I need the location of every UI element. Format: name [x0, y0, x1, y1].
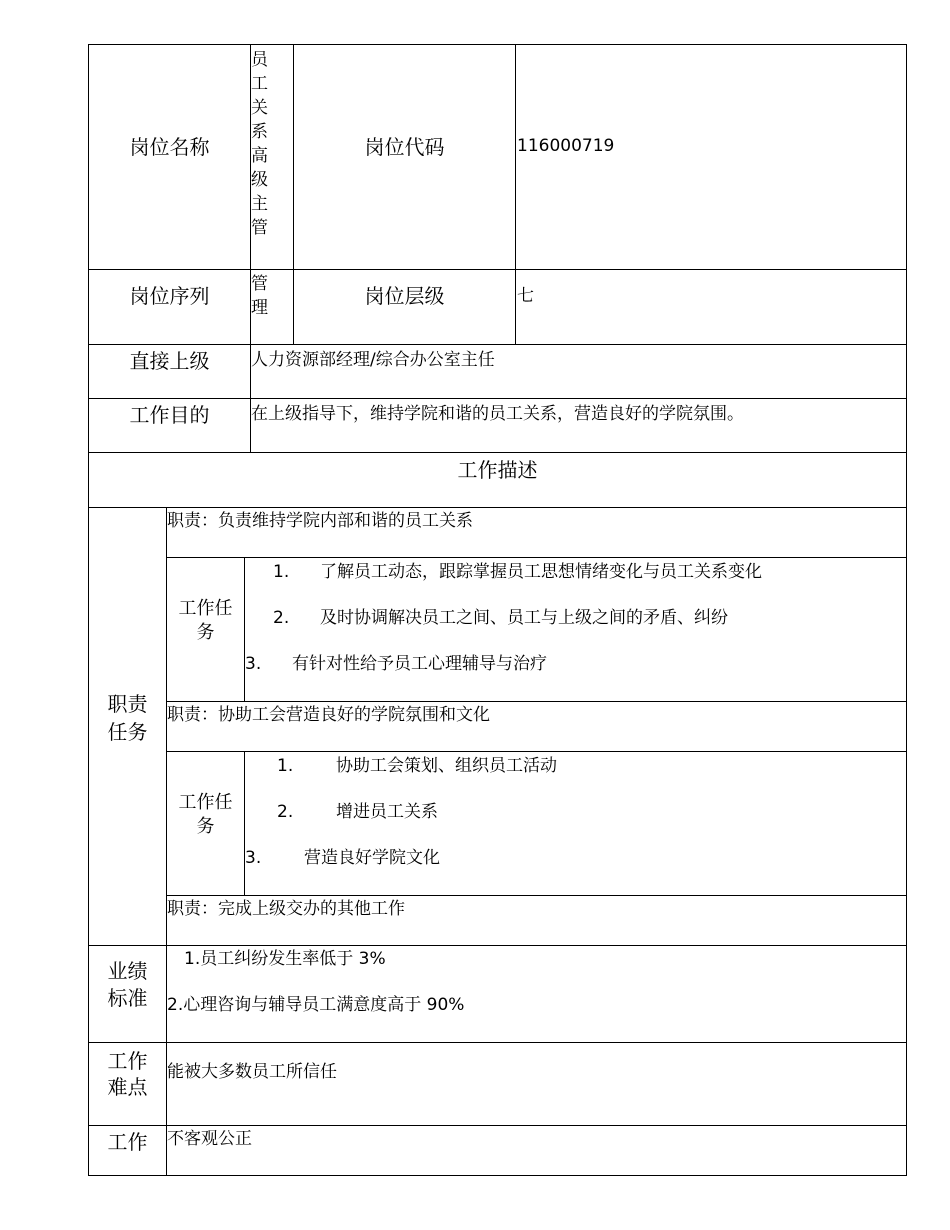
duty-2-task-1-text: 协助工会策划、组织员工活动 — [336, 756, 557, 776]
difficulty-value: 能被大多数员工所信任 — [167, 1062, 337, 1082]
duty-2-tasks-label: 工作任 务 — [178, 792, 233, 837]
supervisor-label: 直接上级 — [129, 349, 210, 373]
performance-item-1: 1.员工纠纷发生率低于 3% — [184, 949, 386, 969]
performance-item-2: 2.心理咨询与辅导员工满意度高于 90% — [167, 995, 465, 1015]
supervisor-value: 人力资源部经理/综合办公室主任 — [251, 350, 495, 370]
duty-2-task-3-num: 3. — [245, 848, 262, 868]
duty-2-task-2-num: 2. — [277, 802, 294, 822]
sequence-label: 岗位序列 — [129, 284, 210, 308]
duty-1-task-2-num: 2. — [273, 608, 290, 628]
duty-1-task-2-text: 及时协调解决员工之间、员工与上级之间的矛盾、纠纷 — [320, 608, 728, 628]
level-label: 岗位层级 — [364, 284, 445, 308]
level-value: 七 — [517, 286, 534, 306]
position-name-value: 员工关系高级主管 — [251, 50, 268, 238]
duty-2-title: 职责：协助工会营造良好的学院氛围和文化 — [167, 705, 490, 725]
last-row-label: 工作 — [107, 1130, 148, 1154]
last-row-value: 不客观公正 — [167, 1129, 252, 1149]
duty-2-task-1-num: 1. — [277, 756, 294, 776]
duty-2-task-2-text: 增进员工关系 — [336, 802, 438, 822]
sequence-value: 管理 — [251, 274, 268, 318]
position-name-label: 岗位名称 — [129, 135, 210, 159]
description-title: 工作描述 — [457, 458, 538, 482]
duty-1-task-3-num: 3. — [245, 654, 262, 674]
duty-1-tasks-label: 工作任 务 — [178, 598, 233, 643]
purpose-value: 在上级指导下，维持学院和谐的员工关系，营造良好的学院氛围。 — [251, 404, 744, 424]
purpose-label: 工作目的 — [129, 403, 210, 427]
performance-label: 业绩 标准 — [107, 959, 148, 1010]
duty-1-title: 职责：负责维持学院内部和谐的员工关系 — [167, 511, 473, 531]
duty-1-task-3-text: 有针对性给予员工心理辅导与治疗 — [292, 654, 547, 674]
duty-3-title: 职责：完成上级交办的其他工作 — [167, 899, 405, 919]
position-code-label: 岗位代码 — [364, 135, 445, 159]
duty-2-task-3-text: 营造良好学院文化 — [304, 848, 440, 868]
duty-1-task-1-num: 1. — [273, 562, 290, 582]
duties-label: 职责 任务 — [107, 692, 148, 744]
difficulty-label: 工作 难点 — [107, 1049, 148, 1099]
position-code-value: 116000719 — [517, 136, 615, 156]
duty-1-task-1-text: 了解员工动态，跟踪掌握员工思想情绪变化与员工关系变化 — [320, 562, 762, 582]
